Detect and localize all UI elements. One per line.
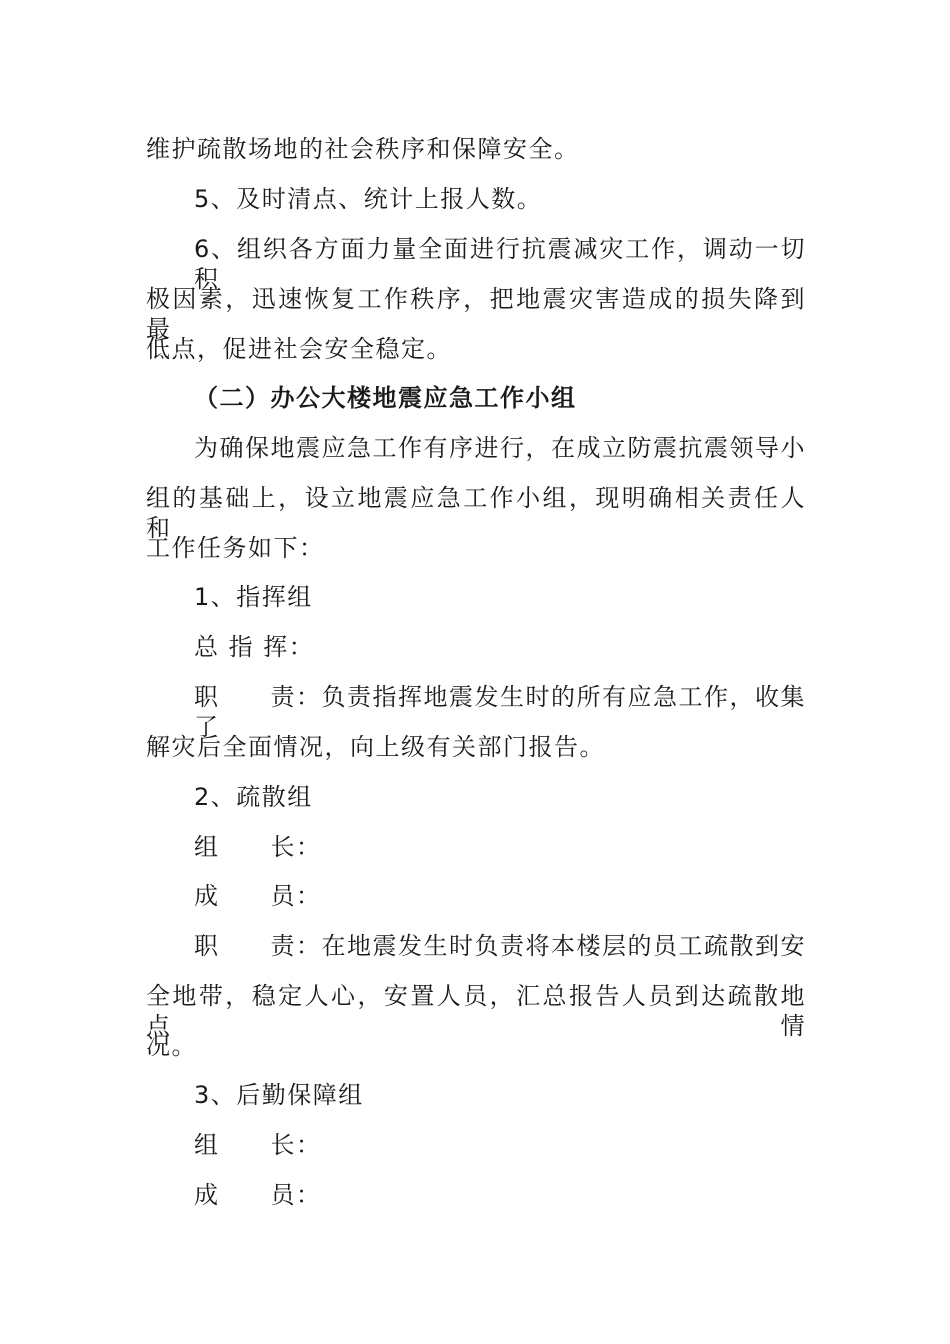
- duty-line: 职 责：负责指挥地震发生时的所有应急工作，收集了: [194, 683, 806, 741]
- paragraph-line: 全地带，稳定人心，安置人员，汇总报告人员到达疏散地点情: [146, 982, 806, 1040]
- paragraph-line: 组的基础上，设立地震应急工作小组，现明确相关责任人和: [146, 484, 806, 542]
- role-line: 组 长：: [194, 833, 322, 861]
- paragraph-line: 况。: [146, 1032, 197, 1060]
- duty-line: 职 责：在地震发生时负责将本楼层的员工疏散到安: [194, 932, 806, 960]
- paragraph-line: 5、及时清点、统计上报人数。: [194, 185, 543, 213]
- group-title: 2、疏散组: [194, 783, 313, 811]
- role-line: 成 员：: [194, 882, 322, 910]
- paragraph-line: 工作任务如下：: [146, 534, 325, 562]
- role-line: 总 指 挥：: [194, 633, 315, 661]
- role-line: 组 长：: [194, 1131, 322, 1159]
- paragraph-line: 低点，促进社会安全稳定。: [146, 335, 452, 363]
- paragraph-line: 为确保地震应急工作有序进行，在成立防震抗震领导小: [194, 434, 806, 462]
- paragraph-line: 维护疏散场地的社会秩序和保障安全。: [146, 135, 580, 163]
- paragraph-line: 极因素，迅速恢复工作秩序，把地震灾害造成的损失降到最: [146, 285, 806, 343]
- paragraph-line: 解灾后全面情况，向上级有关部门报告。: [146, 733, 605, 761]
- group-title: 1、指挥组: [194, 583, 313, 611]
- group-title: 3、后勤保障组: [194, 1081, 364, 1109]
- section-heading: （二）办公大楼地震应急工作小组: [194, 384, 577, 412]
- paragraph-line: 6、组织各方面力量全面进行抗震减灾工作，调动一切积: [194, 235, 806, 293]
- role-line: 成 员：: [194, 1181, 322, 1209]
